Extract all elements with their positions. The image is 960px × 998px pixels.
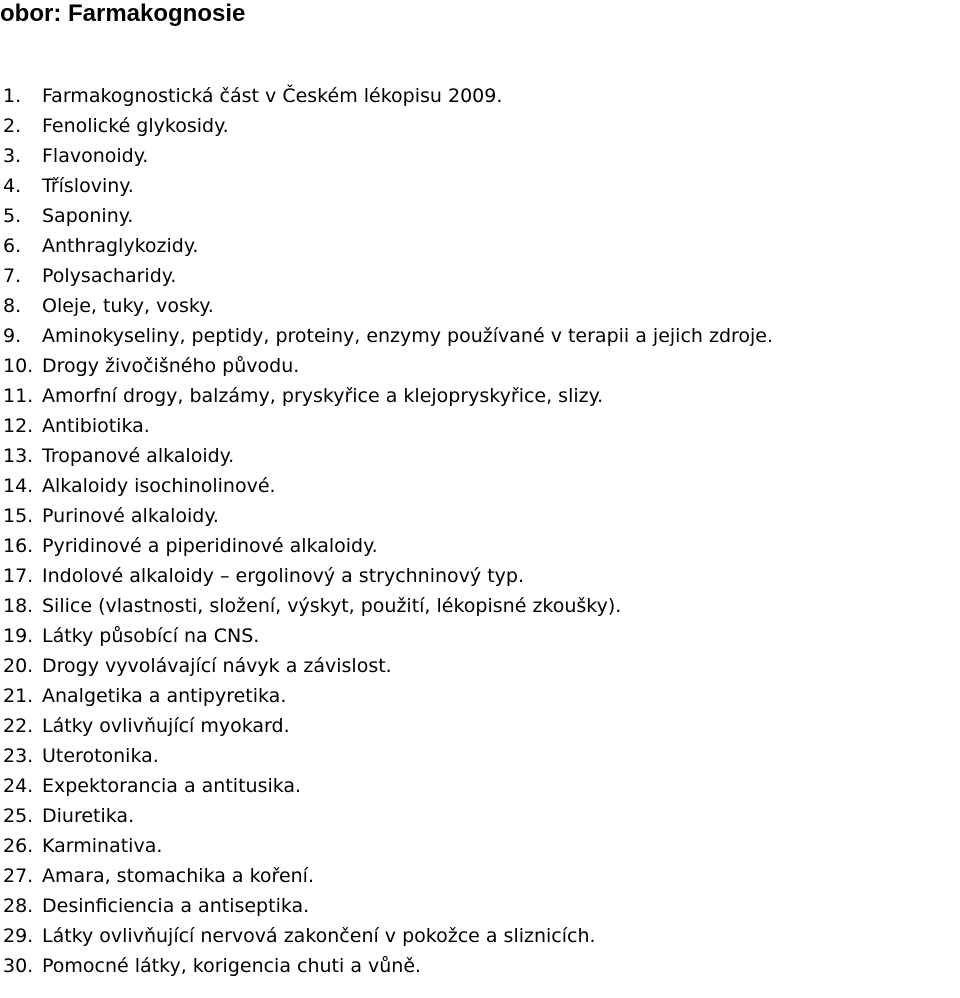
list-item bbox=[0, 81, 773, 111]
list-item-text: Oleje, tuky, vosky. bbox=[42, 295, 214, 317]
list-item-text: Anthraglykozidy. bbox=[42, 235, 199, 257]
list-item-number: 19. bbox=[3, 625, 34, 647]
list-item bbox=[0, 291, 773, 321]
list-item bbox=[0, 471, 773, 501]
list-item bbox=[0, 141, 773, 171]
list-item-number: 28. bbox=[3, 895, 34, 917]
list-item-text: Pyridinové a piperidinové alkaloidy. bbox=[42, 535, 378, 557]
list-item-number: 18. bbox=[3, 595, 34, 617]
list-item-text: Fenolické glykosidy. bbox=[42, 115, 229, 137]
list-item-number: 4. bbox=[3, 175, 22, 197]
list-item bbox=[0, 531, 773, 561]
list-item bbox=[0, 891, 773, 921]
list-item-text: Třísloviny. bbox=[42, 175, 134, 197]
list-item-number: 14. bbox=[3, 475, 34, 497]
list-item bbox=[0, 351, 773, 381]
list-item bbox=[0, 621, 773, 651]
list-item-text: Látky působící na CNS. bbox=[42, 625, 260, 647]
topic-list bbox=[0, 81, 773, 981]
list-item-text: Flavonoidy. bbox=[42, 145, 149, 167]
list-item-text: Silice (vlastnosti, složení, výskyt, použití, lékopisné zkoušky). bbox=[42, 595, 622, 617]
list-item bbox=[0, 921, 773, 951]
list-item-number: 2. bbox=[3, 115, 22, 137]
list-item bbox=[0, 651, 773, 681]
list-item-text: Diuretika. bbox=[42, 805, 135, 827]
list-item-number: 24. bbox=[3, 775, 34, 797]
list-item bbox=[0, 381, 773, 411]
list-item-text: Pomocné látky, korigencia chuti a vůně. bbox=[42, 955, 422, 977]
page-title: obor: Farmakognosie bbox=[0, 0, 246, 27]
list-item-text: Karminativa. bbox=[42, 835, 163, 857]
list-item bbox=[0, 741, 773, 771]
list-item-text: Expektorancia a antitusika. bbox=[42, 775, 302, 797]
list-item-number: 20. bbox=[3, 655, 34, 677]
list-item-number: 17. bbox=[3, 565, 34, 587]
list-item-text: Saponiny. bbox=[42, 205, 134, 227]
list-item-text: Desinficiencia a antiseptika. bbox=[42, 895, 310, 917]
list-item-number: 1. bbox=[3, 85, 22, 107]
list-item bbox=[0, 801, 773, 831]
list-item-text: Uterotonika. bbox=[42, 745, 159, 767]
list-item-number: 29. bbox=[3, 925, 34, 947]
list-item bbox=[0, 111, 773, 141]
list-item bbox=[0, 261, 773, 291]
list-item-text: Antibiotika. bbox=[42, 415, 150, 437]
list-item-text: Tropanové alkaloidy. bbox=[42, 445, 235, 467]
list-item bbox=[0, 231, 773, 261]
list-item-text: Látky ovlivňující nervová zakončení v pokožce a sliznicích. bbox=[42, 925, 596, 947]
list-item bbox=[0, 831, 773, 861]
list-item-text: Purinové alkaloidy. bbox=[42, 505, 219, 527]
list-item bbox=[0, 411, 773, 441]
list-item bbox=[0, 681, 773, 711]
list-item-number: 21. bbox=[3, 685, 34, 707]
list-item-text: Aminokyseliny, peptidy, proteiny, enzymy používané v terapii a jejich zdroje. bbox=[42, 325, 774, 347]
list-item bbox=[0, 441, 773, 471]
list-item bbox=[0, 561, 773, 591]
list-item-number: 26. bbox=[3, 835, 34, 857]
list-item-text: Amorfní drogy, balzámy, pryskyřice a klejopryskyřice, slizy. bbox=[42, 385, 604, 407]
list-item-number: 8. bbox=[3, 295, 22, 317]
list-item-number: 11. bbox=[3, 385, 34, 407]
list-item-number: 9. bbox=[3, 325, 22, 347]
list-item-number: 23. bbox=[3, 745, 34, 767]
list-item-number: 15. bbox=[3, 505, 34, 527]
list-item-number: 5. bbox=[3, 205, 22, 227]
list-item bbox=[0, 591, 773, 621]
list-item-number: 22. bbox=[3, 715, 34, 737]
list-item bbox=[0, 201, 773, 231]
list-item bbox=[0, 171, 773, 201]
list-item bbox=[0, 771, 773, 801]
list-item bbox=[0, 711, 773, 741]
list-item-number: 16. bbox=[3, 535, 34, 557]
list-item-number: 7. bbox=[3, 265, 22, 287]
list-item-text: Indolové alkaloidy – ergolinový a strychninový typ. bbox=[42, 565, 524, 587]
list-item bbox=[0, 861, 773, 891]
list-item-number: 27. bbox=[3, 865, 34, 887]
list-item-number: 13. bbox=[3, 445, 34, 467]
list-item-text: Farmakognostická část v Českém lékopisu 2009. bbox=[42, 85, 503, 107]
list-item-text: Alkaloidy isochinolinové. bbox=[42, 475, 276, 497]
list-item-text: Polysacharidy. bbox=[42, 265, 177, 287]
list-item-text: Látky ovlivňující myokard. bbox=[42, 715, 290, 737]
list-item-text: Drogy živočišného původu. bbox=[42, 355, 300, 377]
list-item-number: 3. bbox=[3, 145, 22, 167]
list-item-number: 10. bbox=[3, 355, 34, 377]
list-item-number: 30. bbox=[3, 955, 34, 977]
list-item-number: 12. bbox=[3, 415, 34, 437]
list-item-text: Analgetika a antipyretika. bbox=[42, 685, 287, 707]
list-item-number: 25. bbox=[3, 805, 34, 827]
list-item bbox=[0, 951, 773, 981]
list-item-number: 6. bbox=[3, 235, 22, 257]
list-item-text: Amara, stomachika a koření. bbox=[42, 865, 315, 887]
list-item-text: Drogy vyvolávající návyk a závislost. bbox=[42, 655, 392, 677]
list-item bbox=[0, 501, 773, 531]
list-item bbox=[0, 321, 773, 351]
